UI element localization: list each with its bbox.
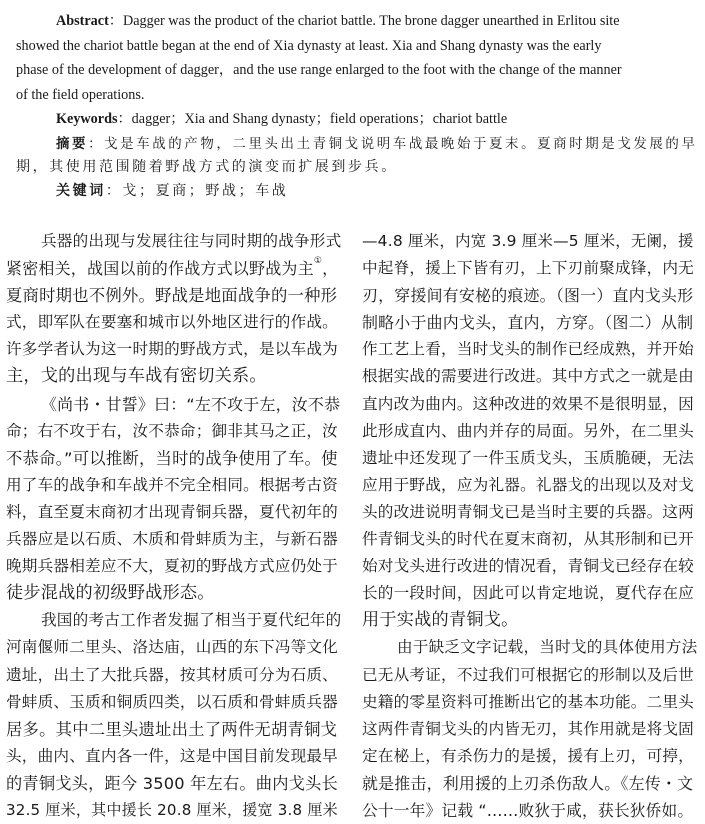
body-line: 由于缺乏文字记载，当时戈的具体使用方法 — [397, 638, 698, 657]
body-line: 直内改为曲内。这种改进的效果不是很明显，因 — [362, 394, 694, 413]
body-line: 就是推击，利用援的上刃杀伤敌人。《左传・文 — [362, 773, 694, 793]
footnote-marker[interactable]: ① — [313, 256, 323, 267]
body-line: 已无从考证，不过我们可根据它的形制以及后世 — [362, 665, 694, 684]
body-line: 制略小于曲内戈头，直内，方穿。（图二）从制 — [362, 313, 694, 333]
body-line: 兵器应是以石质、木质和骨蚌质为主，与新石器 — [6, 530, 338, 549]
keywords-cn-label: 关键词 — [56, 183, 106, 199]
abstract-en-line: of the field operations. — [16, 86, 145, 103]
body-line: 始对戈头进行改进的情况看，青铜戈已经存在较 — [362, 557, 694, 576]
body-line — [6, 255, 339, 282]
body-line: 夏商时期也不例外。野战是地面战争的一种形 — [6, 286, 338, 306]
body-column-left — [6, 228, 342, 824]
keywords-en-text: ：dagger；Xia and Shang dynasty；field operations；chariot battle — [117, 111, 508, 127]
body-line: 主，戈的出现与车战有密切关系。 — [6, 366, 267, 387]
body-line: 中起脊，援上下皆有刃，上下刃前聚成锋，内无 — [362, 259, 694, 278]
abstract-en-line: showed the chariot battle began at the end of Xia dynasty at least. Xia and Shang dynasty was the early — [16, 37, 602, 54]
body-line: 用于实战的青铜戈。 — [362, 610, 519, 631]
body-line: 不恭命。”可以推断，当时的战争使用了车。使 — [6, 448, 338, 468]
body-line: 定在柲上，有杀伤力的是援，援有上刃，可揨， — [362, 746, 694, 765]
keywords-en — [16, 107, 696, 132]
keywords-cn-text: ：戈；夏商；野战；车战 — [105, 183, 289, 199]
body-line: 兵器的出现与发展往往与同时期的战争形式 — [41, 232, 342, 250]
keywords-label: Keywords — [56, 111, 118, 127]
abstract-en-line: phase of the development of dagger，and the use range enlarged to the foot with the change of the manner — [16, 62, 622, 78]
body-line: 件青铜戈头的时代在夏末商初，从其形制和已开 — [362, 530, 694, 549]
keywords-cn — [16, 180, 696, 204]
body-line: 《尚书・甘誓》曰：“左不攻于左，汝不恭 — [41, 394, 341, 414]
body-line: —4.8 厘米，内宽 3.9 厘米—5 厘米，无阑，援 — [362, 232, 694, 250]
body-line: 用了车的战争和车战并不完全相同。根据考古资 — [6, 475, 338, 494]
abstract-block — [16, 9, 696, 204]
body-line: 此形成直内、曲内并存的局面。另外，在二里头 — [362, 421, 694, 440]
body-line-text: 紧密相关，战国以前的作战方式以野战为主 — [6, 259, 314, 279]
body-line: 的青铜戈头，距今 3500 年左右。曲内戈头长 — [6, 773, 338, 793]
body-line: 刃，穿援间有安柲的痕迹。（图一）直内戈头形 — [362, 286, 694, 306]
body-line: 根据实战的需要进行改进。其中方式之一就是由 — [362, 367, 694, 386]
abstract-cn-label: 摘要 — [56, 135, 89, 151]
body-line: 河南偃师二里头、洛达庙，山西的东下冯等文化 — [6, 638, 338, 657]
body-line: 应用于野战，应为礼器。礼器戈的出现以及对戈 — [362, 475, 694, 494]
body-line: 长的一段时间，因此可以肯定地说，夏代存在应 — [362, 584, 694, 603]
body-line: 公十一年》记载 “……败狄于咸，获长狄侨如。 — [362, 800, 694, 820]
abstract-label: Abstract — [56, 13, 109, 29]
body-line: 这两件青铜戈头的内皆无刃，其作用就是将戈固 — [362, 719, 694, 738]
body-line: 骨蚌质、玉质和铜质四类，以石质和骨蚌质兵器 — [6, 692, 338, 711]
body-line: 32.5 厘米，其中援长 20.8 厘米，援宽 3.8 厘米 — [6, 800, 338, 819]
abstract-cn-line: 期，其使用范围随着野战方式的演变而扩展到步兵。 — [16, 159, 398, 175]
abstract-en-text: Dagger was the product of the chariot battle. The brone dagger unearthed in Erlitou site — [123, 13, 620, 29]
body-line: 居多。其中二里头遗址出土了两件无胡青铜戈 — [6, 719, 338, 739]
body-line: 许多学者认为这一时期的野战方式，是以车战为 — [6, 340, 338, 359]
body-line: 作工艺上看，当时戈头的制作已经成熟，并开始 — [362, 340, 694, 359]
abstract-sep: ： — [108, 13, 123, 29]
body-column-right — [362, 228, 698, 824]
body-line: 遗址，出土了大批兵器，按其材质可分为石质、 — [6, 665, 338, 684]
body-line: 头，曲内、直内各一件，这是中国目前发现最早 — [6, 746, 338, 765]
body-line: 头的改进说明青铜戈已是当时主要的兵器。这两 — [362, 502, 694, 521]
body-line: 史籍的零星资料可推断出它的基本功能。二里头 — [362, 692, 694, 711]
body-line: 命；右不攻于右，汝不恭命；御非其马之正，汝 — [6, 421, 338, 440]
body-line: 料，直至夏末商初才出现青铜兵器，夏代初年的 — [6, 502, 338, 521]
abstract-en-line — [16, 9, 696, 34]
abstract-cn-text: ：戈是车战的产物，二里头出土青铜戈说明车战最晚始于夏末。夏商时期是戈发展的早 — [88, 135, 698, 151]
abstract-cn-line — [16, 132, 696, 156]
body-line: 徒步混战的初级野战形态。 — [6, 583, 215, 604]
body-line: 遗址中还发现了一件玉质戈头，玉质脆硬，无法 — [362, 448, 694, 467]
body-line: 式，即军队在要塞和城市以外地区进行的作战。 — [6, 313, 338, 332]
body-line: 我国的考古工作者发掘了相当于夏代纪年的 — [41, 611, 342, 630]
body-line: 晚期兵器相差应不大，夏初的野战方式应仍处于 — [6, 557, 338, 576]
body-line-punct: ， — [322, 259, 339, 279]
